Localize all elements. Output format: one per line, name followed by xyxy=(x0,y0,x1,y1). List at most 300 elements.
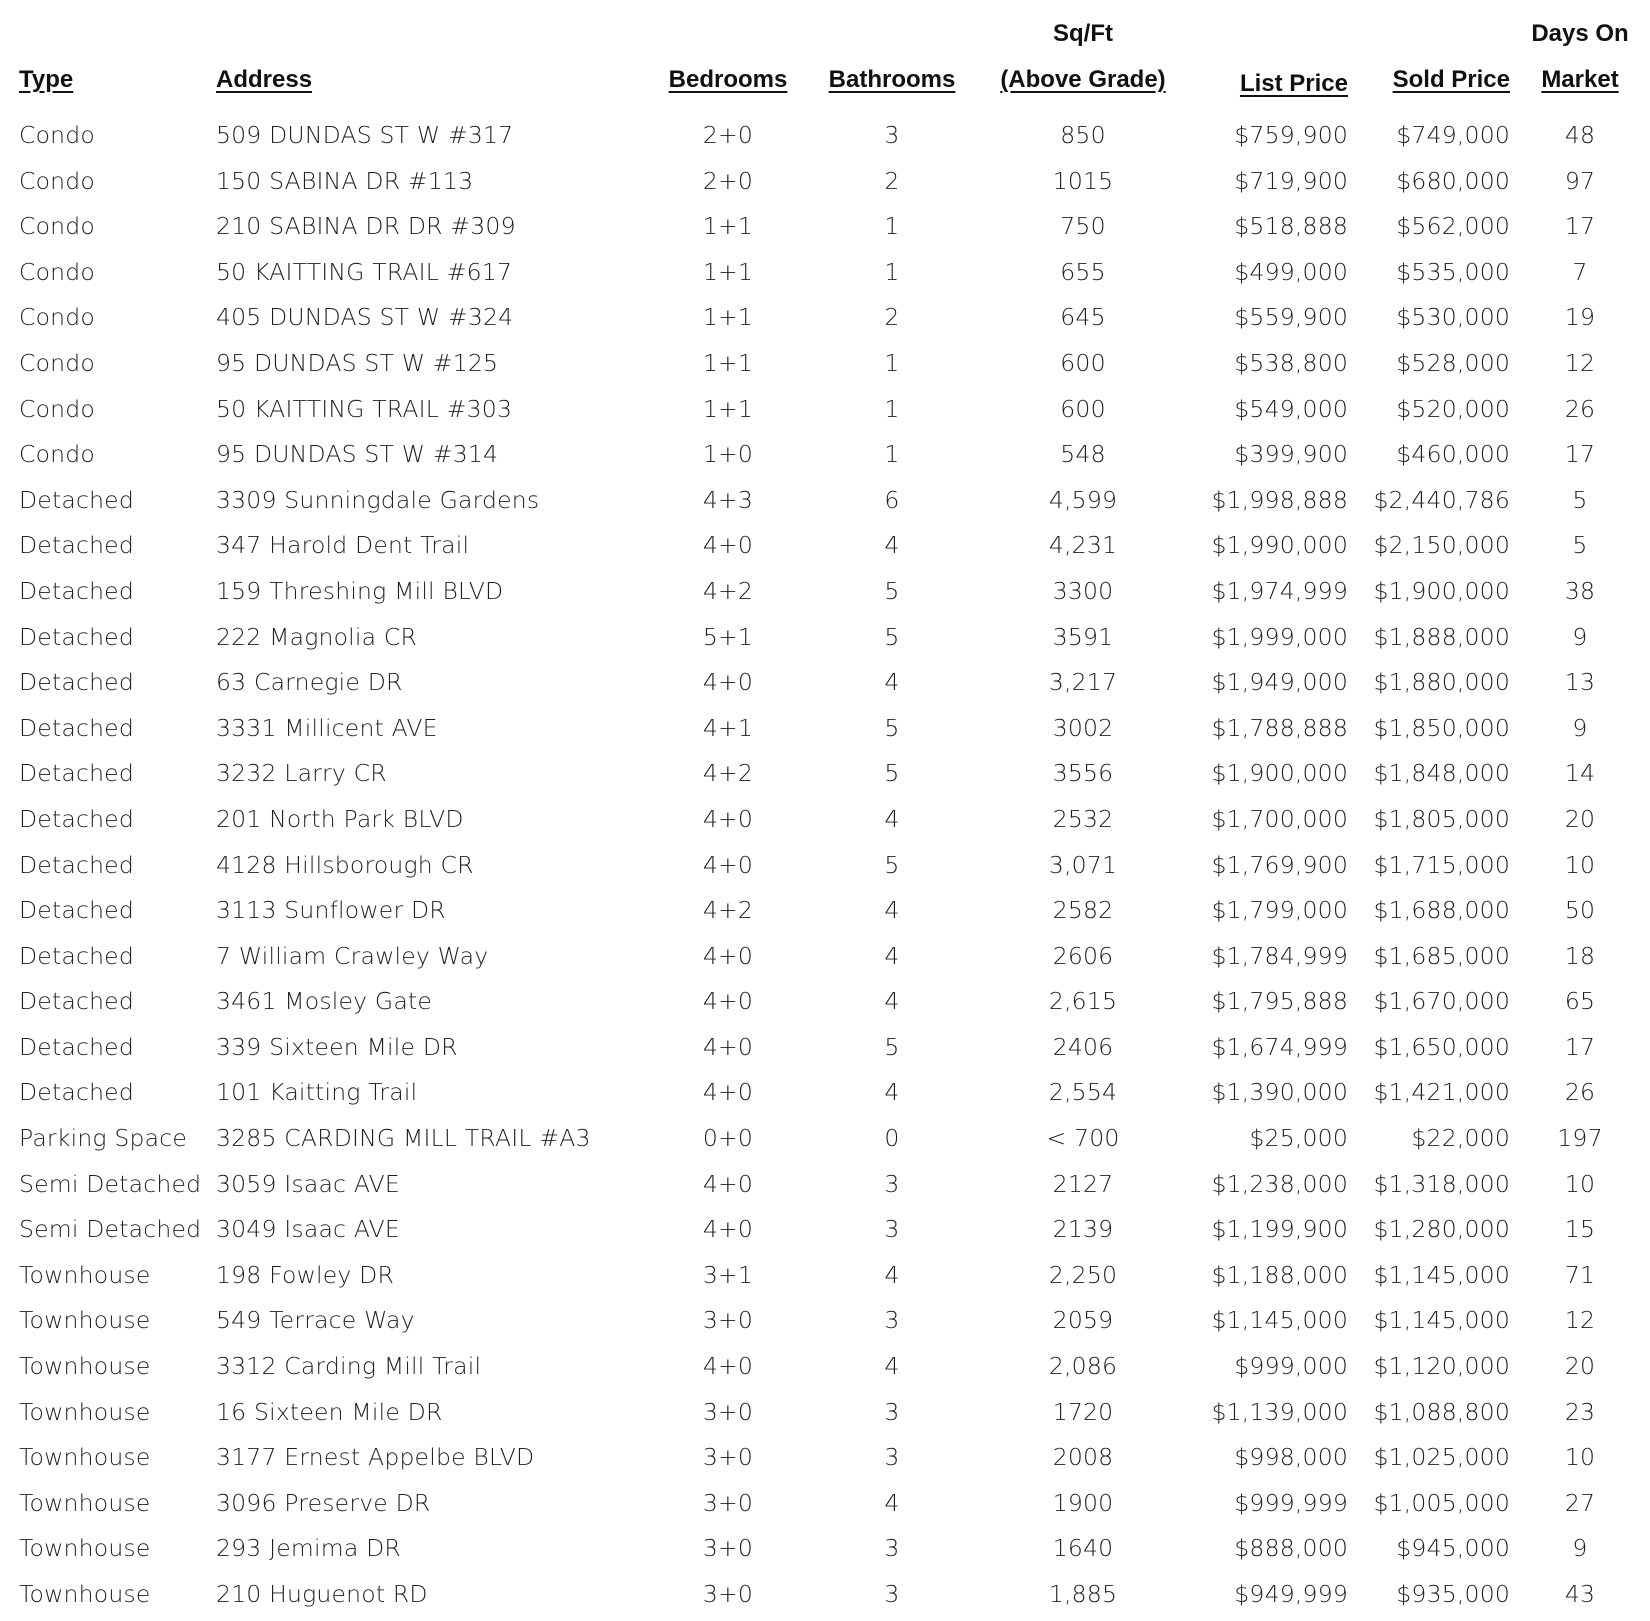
cell-sqft: 4,231 xyxy=(1048,531,1118,560)
cell-sqft: 2406 xyxy=(1052,1032,1114,1061)
cell-days-on-market: 27 xyxy=(1564,1488,1596,1517)
cell-sqft: 1,885 xyxy=(1048,1580,1118,1608)
cell-bathrooms: 2 xyxy=(884,303,900,332)
cell-bathrooms: 4 xyxy=(884,668,900,697)
cell-type: Detached xyxy=(19,804,134,833)
cell-type: Parking Space xyxy=(19,1124,187,1153)
cell-type: Detached xyxy=(19,850,134,879)
cell-bedrooms: 1+1 xyxy=(702,212,754,241)
cell-list-price: $1,139,000 xyxy=(1211,1397,1348,1426)
cell-bathrooms: 4 xyxy=(884,987,900,1016)
cell-bedrooms: 1+1 xyxy=(702,303,754,332)
cell-sqft: 548 xyxy=(1060,440,1106,469)
cell-sold-price: $2,150,000 xyxy=(1373,531,1510,560)
cell-bedrooms: 3+0 xyxy=(702,1580,754,1608)
table-row xyxy=(0,341,1650,387)
table-row xyxy=(0,1435,1650,1481)
cell-sold-price: $749,000 xyxy=(1396,121,1510,149)
cell-type: Townhouse xyxy=(19,1488,151,1517)
cell-list-price: $1,188,000 xyxy=(1211,1260,1348,1289)
cell-sold-price: $22,000 xyxy=(1411,1124,1510,1153)
cell-address: 347 Harold Dent Trail xyxy=(216,531,470,560)
cell-sqft: 750 xyxy=(1060,212,1106,241)
cell-days-on-market: 10 xyxy=(1564,1169,1596,1198)
cell-days-on-market: 12 xyxy=(1564,348,1596,377)
cell-sqft: 3300 xyxy=(1052,576,1114,605)
cell-bathrooms: 3 xyxy=(884,1397,900,1426)
cell-list-price: $999,999 xyxy=(1234,1488,1348,1517)
table-row xyxy=(0,295,1650,341)
cell-bathrooms: 4 xyxy=(884,804,900,833)
cell-bedrooms: 4+2 xyxy=(702,576,754,605)
cell-bathrooms: 6 xyxy=(884,485,900,514)
table-row xyxy=(0,843,1650,889)
cell-bedrooms: 1+1 xyxy=(702,257,754,286)
cell-type: Townhouse xyxy=(19,1352,151,1381)
cell-bathrooms: 1 xyxy=(884,394,900,423)
cell-bedrooms: 4+2 xyxy=(702,759,754,788)
cell-days-on-market: 26 xyxy=(1564,394,1596,423)
cell-bedrooms: 4+0 xyxy=(702,668,754,697)
cell-type: Townhouse xyxy=(19,1443,151,1472)
cell-type: Townhouse xyxy=(19,1306,151,1335)
header-address: Address xyxy=(216,66,313,93)
cell-type: Detached xyxy=(19,987,134,1016)
cell-address: 222 Magnolia CR xyxy=(216,622,418,651)
cell-type: Detached xyxy=(19,1032,134,1061)
cell-bedrooms: 4+0 xyxy=(702,1169,754,1198)
cell-sold-price: $2,440,786 xyxy=(1373,485,1510,514)
table-row xyxy=(0,660,1650,706)
cell-sqft: 2,615 xyxy=(1048,987,1118,1016)
cell-address: 101 Kaitting Trail xyxy=(216,1078,418,1107)
cell-type: Detached xyxy=(19,1078,134,1107)
cell-sold-price: $1,145,000 xyxy=(1373,1306,1510,1335)
cell-list-price: $399,900 xyxy=(1234,440,1348,469)
cell-sold-price: $1,850,000 xyxy=(1373,713,1510,742)
cell-sold-price: $1,005,000 xyxy=(1373,1488,1510,1517)
header-sold-price: Sold Price xyxy=(1392,66,1510,93)
cell-bathrooms: 3 xyxy=(884,1215,900,1244)
cell-days-on-market: 17 xyxy=(1564,1032,1596,1061)
table-row xyxy=(0,1070,1650,1116)
cell-sqft: 645 xyxy=(1060,303,1106,332)
cell-bedrooms: 4+1 xyxy=(702,713,754,742)
cell-sqft: 3,217 xyxy=(1048,668,1118,697)
cell-address: 198 Fowley DR xyxy=(216,1260,394,1289)
table-row xyxy=(0,1481,1650,1527)
cell-sqft: 850 xyxy=(1060,121,1106,149)
cell-days-on-market: 17 xyxy=(1564,440,1596,469)
cell-bedrooms: 3+0 xyxy=(702,1443,754,1472)
cell-sold-price: $535,000 xyxy=(1396,257,1510,286)
cell-bathrooms: 4 xyxy=(884,896,900,925)
cell-bathrooms: 3 xyxy=(884,121,900,149)
cell-sold-price: $945,000 xyxy=(1396,1534,1510,1563)
cell-address: 3232 Larry CR xyxy=(216,759,387,788)
cell-list-price: $1,674,999 xyxy=(1211,1032,1348,1061)
header-sqft-line1: Sq/Ft xyxy=(1053,20,1113,47)
cell-address: 63 Carnegie DR xyxy=(216,668,403,697)
cell-type: Detached xyxy=(19,668,134,697)
cell-type: Detached xyxy=(19,576,134,605)
cell-list-price: $1,949,000 xyxy=(1211,668,1348,697)
cell-days-on-market: 17 xyxy=(1564,212,1596,241)
cell-type: Townhouse xyxy=(19,1580,151,1608)
cell-list-price: $1,145,000 xyxy=(1211,1306,1348,1335)
cell-type: Condo xyxy=(19,348,95,377)
cell-list-price: $949,999 xyxy=(1234,1580,1348,1608)
table-row xyxy=(0,751,1650,797)
cell-sold-price: $1,900,000 xyxy=(1373,576,1510,605)
cell-sqft: 3556 xyxy=(1052,759,1114,788)
table-row xyxy=(0,113,1650,159)
cell-sqft: 2532 xyxy=(1052,804,1114,833)
cell-bathrooms: 1 xyxy=(884,257,900,286)
table-row xyxy=(0,1344,1650,1390)
cell-bedrooms: 3+0 xyxy=(702,1397,754,1426)
cell-bathrooms: 4 xyxy=(884,531,900,560)
cell-sqft: 4,599 xyxy=(1048,485,1118,514)
cell-bathrooms: 5 xyxy=(884,713,900,742)
cell-bathrooms: 4 xyxy=(884,1260,900,1289)
cell-list-price: $1,799,000 xyxy=(1211,896,1348,925)
cell-type: Detached xyxy=(19,713,134,742)
cell-days-on-market: 5 xyxy=(1572,485,1588,514)
cell-list-price: $998,000 xyxy=(1234,1443,1348,1472)
cell-sqft: 600 xyxy=(1060,348,1106,377)
cell-sold-price: $530,000 xyxy=(1396,303,1510,332)
cell-sqft: 655 xyxy=(1060,257,1106,286)
cell-bedrooms: 3+0 xyxy=(702,1488,754,1517)
cell-bedrooms: 0+0 xyxy=(702,1124,754,1153)
cell-sold-price: $520,000 xyxy=(1396,394,1510,423)
cell-address: 3461 Mosley Gate xyxy=(216,987,433,1016)
table-row xyxy=(0,979,1650,1025)
cell-days-on-market: 18 xyxy=(1564,941,1596,970)
cell-address: 3309 Sunningdale Gardens xyxy=(216,485,540,514)
cell-list-price: $25,000 xyxy=(1249,1124,1348,1153)
cell-sold-price: $1,120,000 xyxy=(1373,1352,1510,1381)
cell-days-on-market: 19 xyxy=(1564,303,1596,332)
cell-bathrooms: 1 xyxy=(884,348,900,377)
cell-list-price: $999,000 xyxy=(1234,1352,1348,1381)
cell-sqft: 2008 xyxy=(1052,1443,1114,1472)
cell-days-on-market: 15 xyxy=(1564,1215,1596,1244)
cell-type: Townhouse xyxy=(19,1260,151,1289)
cell-type: Detached xyxy=(19,941,134,970)
cell-bathrooms: 3 xyxy=(884,1580,900,1608)
cell-address: 3312 Carding Mill Trail xyxy=(216,1352,482,1381)
cell-address: 3059 Isaac AVE xyxy=(216,1169,400,1198)
table-row xyxy=(0,615,1650,661)
cell-type: Semi Detached xyxy=(19,1215,202,1244)
cell-bedrooms: 5+1 xyxy=(702,622,754,651)
cell-bathrooms: 5 xyxy=(884,1032,900,1061)
table-row xyxy=(0,569,1650,615)
cell-days-on-market: 7 xyxy=(1572,257,1588,286)
cell-bathrooms: 3 xyxy=(884,1534,900,1563)
cell-sqft: 2059 xyxy=(1052,1306,1114,1335)
table-row xyxy=(0,1116,1650,1162)
cell-list-price: $759,900 xyxy=(1234,121,1348,149)
cell-list-price: $499,000 xyxy=(1234,257,1348,286)
cell-sold-price: $1,421,000 xyxy=(1373,1078,1510,1107)
cell-address: 159 Threshing Mill BLVD xyxy=(216,576,504,605)
cell-list-price: $1,900,000 xyxy=(1211,759,1348,788)
cell-list-price: $1,974,999 xyxy=(1211,576,1348,605)
cell-bedrooms: 3+0 xyxy=(702,1534,754,1563)
cell-address: 3285 CARDING MILL TRAIL #A3 xyxy=(216,1124,591,1153)
cell-sqft: 2,554 xyxy=(1048,1078,1118,1107)
cell-list-price: $719,900 xyxy=(1234,166,1348,195)
cell-address: 549 Terrace Way xyxy=(216,1306,415,1335)
cell-bedrooms: 4+2 xyxy=(702,896,754,925)
cell-list-price: $1,390,000 xyxy=(1211,1078,1348,1107)
cell-bedrooms: 4+0 xyxy=(702,850,754,879)
cell-type: Condo xyxy=(19,440,95,469)
table-row xyxy=(0,1253,1650,1299)
cell-sold-price: $1,650,000 xyxy=(1373,1032,1510,1061)
cell-sqft: 3,071 xyxy=(1048,850,1118,879)
cell-bedrooms: 4+0 xyxy=(702,804,754,833)
cell-type: Detached xyxy=(19,896,134,925)
cell-address: 4128 Hillsborough CR xyxy=(216,850,474,879)
cell-bedrooms: 4+0 xyxy=(702,987,754,1016)
cell-type: Condo xyxy=(19,303,95,332)
cell-bedrooms: 4+3 xyxy=(702,485,754,514)
cell-sqft: 1900 xyxy=(1052,1488,1114,1517)
header-days-on-line2: Market xyxy=(1541,66,1619,93)
table-row xyxy=(0,250,1650,296)
cell-days-on-market: 197 xyxy=(1557,1124,1603,1153)
cell-sold-price: $1,880,000 xyxy=(1373,668,1510,697)
table-row xyxy=(0,1572,1650,1618)
table-row xyxy=(0,1025,1650,1071)
table-row xyxy=(0,1390,1650,1436)
cell-address: 16 Sixteen Mile DR xyxy=(216,1397,443,1426)
cell-days-on-market: 12 xyxy=(1564,1306,1596,1335)
cell-sold-price: $528,000 xyxy=(1396,348,1510,377)
table-row xyxy=(0,204,1650,250)
cell-type: Detached xyxy=(19,759,134,788)
cell-sqft: 2606 xyxy=(1052,941,1114,970)
cell-days-on-market: 9 xyxy=(1572,622,1588,651)
table-row xyxy=(0,1207,1650,1253)
cell-days-on-market: 65 xyxy=(1564,987,1596,1016)
cell-days-on-market: 13 xyxy=(1564,668,1596,697)
cell-type: Townhouse xyxy=(19,1397,151,1426)
cell-days-on-market: 48 xyxy=(1564,121,1596,149)
cell-sqft: 600 xyxy=(1060,394,1106,423)
cell-type: Condo xyxy=(19,166,95,195)
cell-days-on-market: 97 xyxy=(1564,166,1596,195)
cell-days-on-market: 20 xyxy=(1564,804,1596,833)
cell-sold-price: $1,715,000 xyxy=(1373,850,1510,879)
cell-address: 293 Jemima DR xyxy=(216,1534,401,1563)
cell-days-on-market: 9 xyxy=(1572,713,1588,742)
cell-sold-price: $1,280,000 xyxy=(1373,1215,1510,1244)
cell-bathrooms: 5 xyxy=(884,759,900,788)
cell-bedrooms: 4+0 xyxy=(702,1078,754,1107)
cell-days-on-market: 14 xyxy=(1564,759,1596,788)
table-header xyxy=(0,0,1650,110)
cell-type: Condo xyxy=(19,121,95,149)
table-row xyxy=(0,478,1650,524)
cell-sold-price: $1,670,000 xyxy=(1373,987,1510,1016)
table-row xyxy=(0,159,1650,205)
cell-bathrooms: 5 xyxy=(884,850,900,879)
cell-sqft: 3591 xyxy=(1052,622,1114,651)
cell-days-on-market: 10 xyxy=(1564,850,1596,879)
cell-sold-price: $1,848,000 xyxy=(1373,759,1510,788)
cell-list-price: $1,700,000 xyxy=(1211,804,1348,833)
header-days-on-line1: Days On xyxy=(1531,20,1629,47)
cell-sold-price: $1,088,800 xyxy=(1373,1397,1510,1426)
cell-bathrooms: 4 xyxy=(884,1488,900,1517)
cell-sold-price: $1,805,000 xyxy=(1373,804,1510,833)
cell-bathrooms: 2 xyxy=(884,166,900,195)
cell-address: 3113 Sunflower DR xyxy=(216,896,446,925)
cell-days-on-market: 26 xyxy=(1564,1078,1596,1107)
cell-bathrooms: 4 xyxy=(884,941,900,970)
cell-address: 50 KAITTING TRAIL #617 xyxy=(216,257,513,286)
cell-sqft: 1720 xyxy=(1052,1397,1114,1426)
cell-days-on-market: 23 xyxy=(1564,1397,1596,1426)
cell-days-on-market: 9 xyxy=(1572,1534,1588,1563)
cell-days-on-market: 10 xyxy=(1564,1443,1596,1472)
header-bathrooms: Bathrooms xyxy=(828,66,956,93)
cell-type: Condo xyxy=(19,257,95,286)
cell-type: Townhouse xyxy=(19,1534,151,1563)
cell-sold-price: $1,888,000 xyxy=(1373,622,1510,651)
cell-address: 3096 Preserve DR xyxy=(216,1488,431,1517)
cell-list-price: $1,990,000 xyxy=(1211,531,1348,560)
cell-sqft: 1015 xyxy=(1052,166,1114,195)
cell-days-on-market: 43 xyxy=(1564,1580,1596,1608)
cell-address: 339 Sixteen Mile DR xyxy=(216,1032,458,1061)
cell-type: Detached xyxy=(19,531,134,560)
table-row xyxy=(0,1162,1650,1208)
cell-address: 150 SABINA DR #113 xyxy=(216,166,474,195)
cell-bathrooms: 5 xyxy=(884,622,900,651)
cell-address: 509 DUNDAS ST W #317 xyxy=(216,121,514,149)
cell-type: Condo xyxy=(19,394,95,423)
cell-list-price: $1,769,900 xyxy=(1211,850,1348,879)
table-row xyxy=(0,432,1650,478)
cell-bedrooms: 4+0 xyxy=(702,941,754,970)
cell-days-on-market: 71 xyxy=(1564,1260,1596,1289)
table-row xyxy=(0,797,1650,843)
table-row xyxy=(0,934,1650,980)
cell-bathrooms: 3 xyxy=(884,1306,900,1335)
cell-bathrooms: 0 xyxy=(884,1124,900,1153)
cell-address: 95 DUNDAS ST W #314 xyxy=(216,440,499,469)
cell-address: 50 KAITTING TRAIL #303 xyxy=(216,394,513,423)
cell-bathrooms: 4 xyxy=(884,1078,900,1107)
cell-list-price: $538,800 xyxy=(1234,348,1348,377)
cell-sqft: 2,086 xyxy=(1048,1352,1118,1381)
cell-sold-price: $1,685,000 xyxy=(1373,941,1510,970)
cell-bedrooms: 1+1 xyxy=(702,394,754,423)
cell-sqft: 2139 xyxy=(1052,1215,1114,1244)
cell-sqft: < 700 xyxy=(1046,1124,1120,1153)
cell-sold-price: $562,000 xyxy=(1396,212,1510,241)
table-row xyxy=(0,1526,1650,1572)
cell-sqft: 2,250 xyxy=(1048,1260,1118,1289)
cell-sold-price: $1,688,000 xyxy=(1373,896,1510,925)
cell-list-price: $518,888 xyxy=(1234,212,1348,241)
cell-address: 201 North Park BLVD xyxy=(216,804,464,833)
cell-address: 95 DUNDAS ST W #125 xyxy=(216,348,499,377)
cell-sqft: 3002 xyxy=(1052,713,1114,742)
cell-days-on-market: 20 xyxy=(1564,1352,1596,1381)
cell-address: 210 Huguenot RD xyxy=(216,1580,428,1608)
cell-bathrooms: 3 xyxy=(884,1169,900,1198)
cell-type: Semi Detached xyxy=(19,1169,202,1198)
cell-bathrooms: 4 xyxy=(884,1352,900,1381)
cell-sold-price: $935,000 xyxy=(1396,1580,1510,1608)
cell-list-price: $1,788,888 xyxy=(1211,713,1348,742)
cell-bedrooms: 4+0 xyxy=(702,1032,754,1061)
cell-sold-price: $1,318,000 xyxy=(1373,1169,1510,1198)
table-body xyxy=(0,113,1650,1618)
cell-list-price: $888,000 xyxy=(1234,1534,1348,1563)
cell-address: 3177 Ernest Appelbe BLVD xyxy=(216,1443,535,1472)
cell-type: Condo xyxy=(19,212,95,241)
table-row xyxy=(0,888,1650,934)
cell-type: Detached xyxy=(19,485,134,514)
cell-bedrooms: 4+0 xyxy=(702,1215,754,1244)
cell-address: 210 SABINA DR DR #309 xyxy=(216,212,516,241)
cell-address: 405 DUNDAS ST W #324 xyxy=(216,303,514,332)
cell-sqft: 1640 xyxy=(1052,1534,1114,1563)
cell-sold-price: $1,145,000 xyxy=(1373,1260,1510,1289)
table-row xyxy=(0,387,1650,433)
cell-bedrooms: 1+1 xyxy=(702,348,754,377)
cell-sqft: 2127 xyxy=(1052,1169,1114,1198)
cell-bedrooms: 4+0 xyxy=(702,1352,754,1381)
cell-list-price: $1,998,888 xyxy=(1211,485,1348,514)
cell-days-on-market: 5 xyxy=(1572,531,1588,560)
cell-list-price: $1,999,000 xyxy=(1211,622,1348,651)
table-row xyxy=(0,1298,1650,1344)
cell-bathrooms: 5 xyxy=(884,576,900,605)
table-row xyxy=(0,706,1650,752)
cell-bedrooms: 3+1 xyxy=(702,1260,754,1289)
table-row xyxy=(0,523,1650,569)
cell-bedrooms: 2+0 xyxy=(702,121,754,149)
cell-list-price: $549,000 xyxy=(1234,394,1348,423)
cell-sold-price: $680,000 xyxy=(1396,166,1510,195)
cell-bedrooms: 2+0 xyxy=(702,166,754,195)
cell-type: Detached xyxy=(19,622,134,651)
header-type: Type xyxy=(19,66,74,93)
cell-bedrooms: 4+0 xyxy=(702,531,754,560)
cell-bathrooms: 1 xyxy=(884,440,900,469)
cell-sqft: 2582 xyxy=(1052,896,1114,925)
cell-days-on-market: 50 xyxy=(1564,896,1596,925)
cell-bathrooms: 3 xyxy=(884,1443,900,1472)
cell-list-price: $1,795,888 xyxy=(1211,987,1348,1016)
cell-sold-price: $460,000 xyxy=(1396,440,1510,469)
header-list-price: List Price xyxy=(1239,70,1348,97)
cell-days-on-market: 38 xyxy=(1564,576,1596,605)
cell-list-price: $1,784,999 xyxy=(1211,941,1348,970)
cell-sold-price: $1,025,000 xyxy=(1373,1443,1510,1472)
header-sqft-line2: (Above Grade) xyxy=(1000,66,1166,93)
cell-bedrooms: 1+0 xyxy=(702,440,754,469)
